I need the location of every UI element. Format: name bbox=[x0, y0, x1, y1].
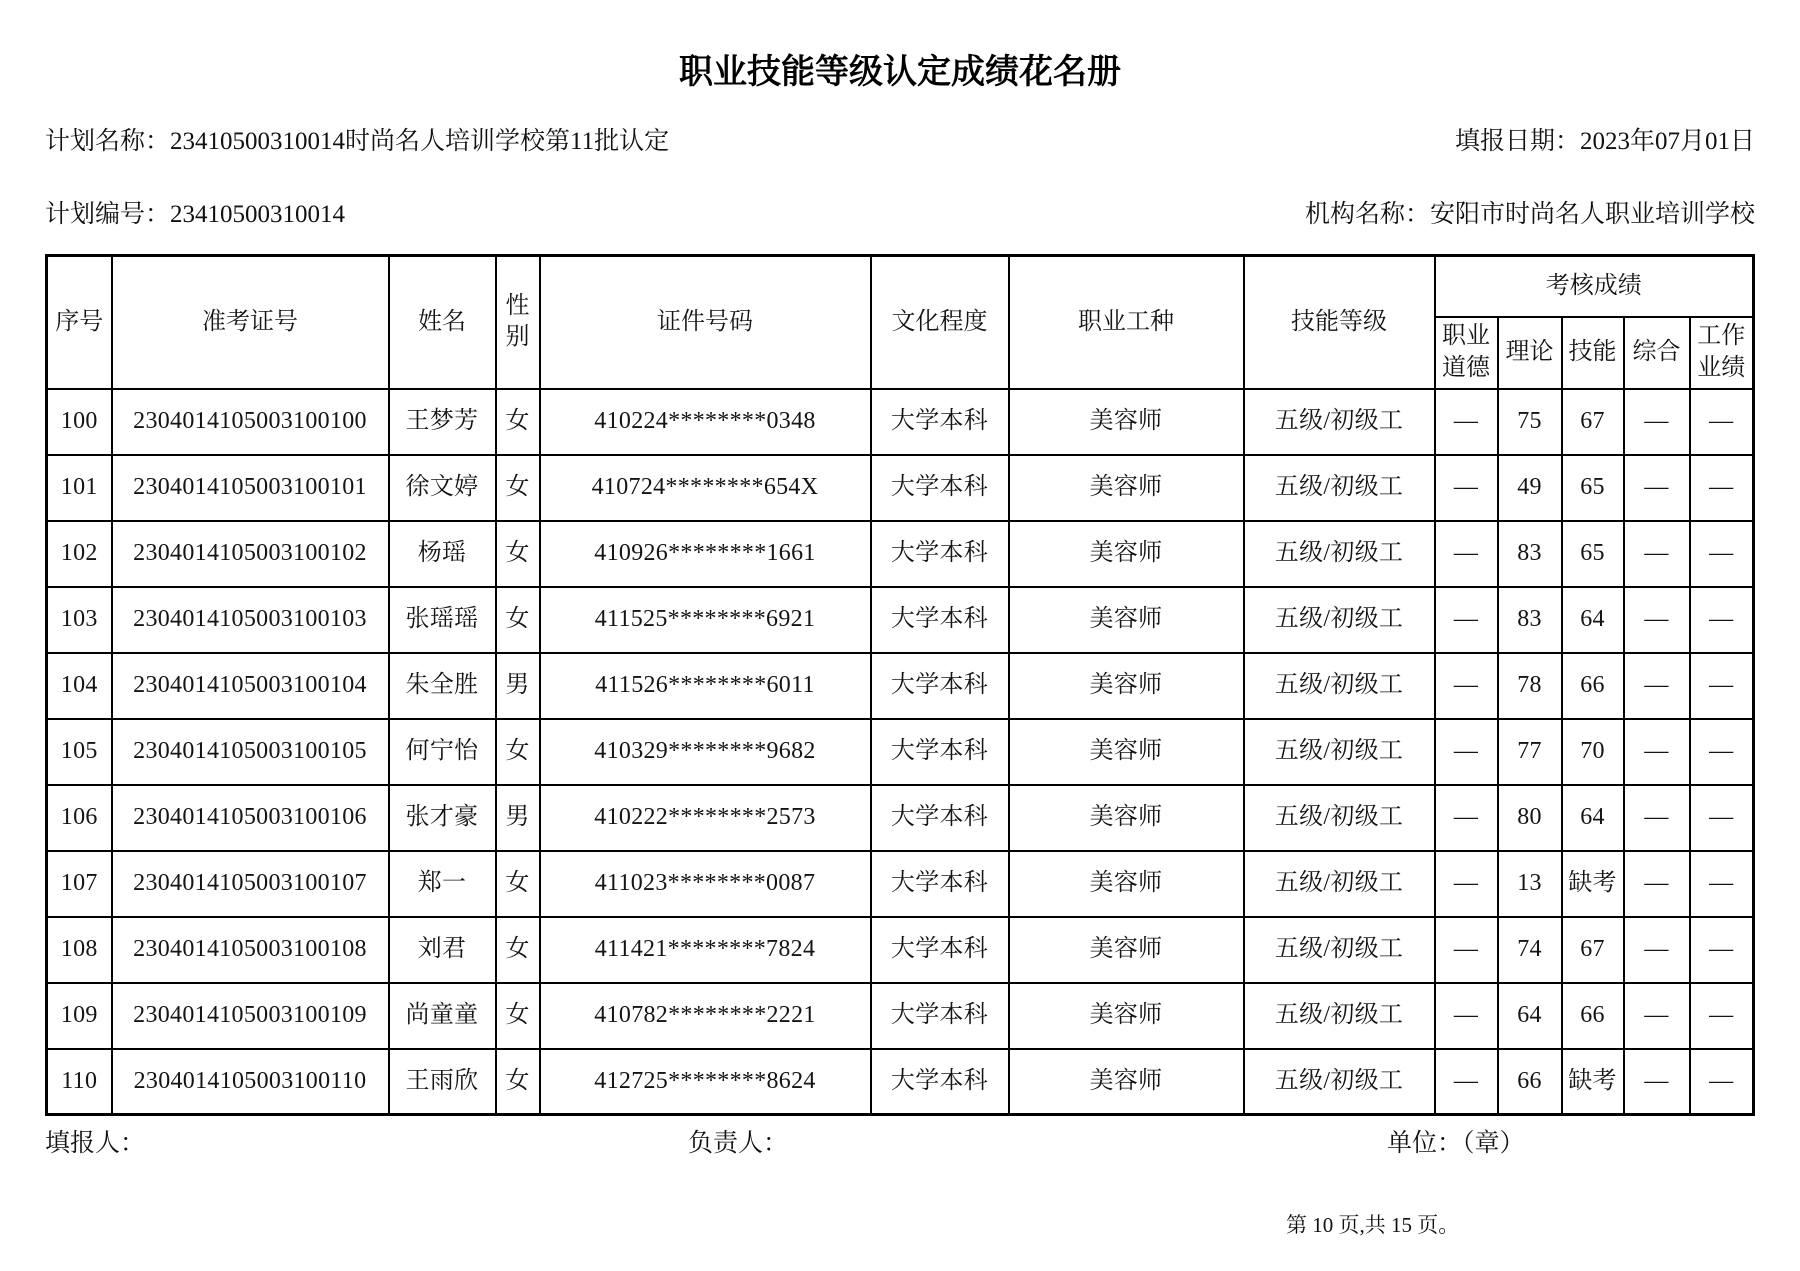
comprehensive-score-cell: — bbox=[1624, 653, 1690, 719]
report-date-label: 填报日期： bbox=[1454, 128, 1580, 155]
org-name bbox=[1305, 199, 1755, 230]
work-score-cell: — bbox=[1690, 521, 1754, 587]
gender-cell: 女 bbox=[496, 455, 540, 521]
ticket-cell: 2304014105003100103 bbox=[112, 587, 389, 653]
table-row bbox=[47, 653, 1754, 719]
seq-cell: 106 bbox=[47, 785, 112, 851]
header-morality: 职业道德 bbox=[1435, 317, 1498, 389]
header-comprehensive: 综合 bbox=[1624, 317, 1690, 389]
ticket-cell: 2304014105003100104 bbox=[112, 653, 389, 719]
theory-score-cell: 78 bbox=[1498, 653, 1562, 719]
morality-score-cell: — bbox=[1435, 389, 1498, 455]
name-cell: 杨瑶 bbox=[389, 521, 496, 587]
work-score-cell: — bbox=[1690, 653, 1754, 719]
work-score-cell: — bbox=[1690, 785, 1754, 851]
skill-score-cell: 缺考 bbox=[1562, 851, 1624, 917]
name-cell: 王梦芳 bbox=[389, 389, 496, 455]
header-skill: 技能 bbox=[1562, 317, 1624, 389]
roster-table bbox=[45, 254, 1755, 1116]
org-name-label: 机构名称： bbox=[1304, 201, 1430, 228]
occupation-cell: 美容师 bbox=[1009, 653, 1244, 719]
name-cell: 徐文婷 bbox=[389, 455, 496, 521]
skill-level-cell: 五级/初级工 bbox=[1244, 521, 1435, 587]
header-gender: 性别 bbox=[496, 256, 540, 389]
gender-cell: 女 bbox=[496, 389, 540, 455]
theory-score-cell: 83 bbox=[1498, 587, 1562, 653]
header-theory: 理论 bbox=[1498, 317, 1562, 389]
seq-cell: 100 bbox=[47, 389, 112, 455]
ticket-cell: 2304014105003100100 bbox=[112, 389, 389, 455]
ticket-cell: 2304014105003100105 bbox=[112, 719, 389, 785]
ticket-cell: 2304014105003100106 bbox=[112, 785, 389, 851]
skill-score-cell: 70 bbox=[1562, 719, 1624, 785]
name-cell: 王雨欣 bbox=[389, 1049, 496, 1115]
header-ticket: 准考证号 bbox=[112, 256, 389, 389]
occupation-cell: 美容师 bbox=[1009, 389, 1244, 455]
morality-score-cell: — bbox=[1435, 983, 1498, 1049]
morality-score-cell: — bbox=[1435, 653, 1498, 719]
occupation-cell: 美容师 bbox=[1009, 785, 1244, 851]
skill-score-cell: 64 bbox=[1562, 785, 1624, 851]
occupation-cell: 美容师 bbox=[1009, 455, 1244, 521]
header-id-number: 证件号码 bbox=[540, 256, 871, 389]
gender-cell: 女 bbox=[496, 1049, 540, 1115]
gender-cell: 女 bbox=[496, 521, 540, 587]
table-row bbox=[47, 983, 1754, 1049]
seq-cell: 103 bbox=[47, 587, 112, 653]
theory-score-cell: 49 bbox=[1498, 455, 1562, 521]
gender-cell: 男 bbox=[496, 785, 540, 851]
plan-name-label: 计划名称： bbox=[45, 128, 171, 155]
seq-cell: 109 bbox=[47, 983, 112, 1049]
id-number-cell: 412725********8624 bbox=[540, 1049, 871, 1115]
header-skill-level: 技能等级 bbox=[1244, 256, 1435, 389]
table-row bbox=[47, 389, 1754, 455]
work-score-cell: — bbox=[1690, 587, 1754, 653]
gender-cell: 男 bbox=[496, 653, 540, 719]
occupation-cell: 美容师 bbox=[1009, 851, 1244, 917]
education-cell: 大学本科 bbox=[871, 455, 1009, 521]
id-number-cell: 411526********6011 bbox=[540, 653, 871, 719]
skill-score-cell: 65 bbox=[1562, 455, 1624, 521]
education-cell: 大学本科 bbox=[871, 1049, 1009, 1115]
seq-cell: 107 bbox=[47, 851, 112, 917]
comprehensive-score-cell: — bbox=[1624, 917, 1690, 983]
ticket-cell: 2304014105003100109 bbox=[112, 983, 389, 1049]
work-score-cell: — bbox=[1690, 389, 1754, 455]
skill-score-cell: 67 bbox=[1562, 389, 1624, 455]
skill-level-cell: 五级/初级工 bbox=[1244, 785, 1435, 851]
roster-body bbox=[47, 389, 1754, 1115]
name-cell: 张才豪 bbox=[389, 785, 496, 851]
manager-label: 负责人： bbox=[688, 1130, 789, 1157]
header-name: 姓名 bbox=[389, 256, 496, 389]
work-score-cell: — bbox=[1690, 983, 1754, 1049]
table-row bbox=[47, 719, 1754, 785]
comprehensive-score-cell: — bbox=[1624, 455, 1690, 521]
education-cell: 大学本科 bbox=[871, 389, 1009, 455]
education-cell: 大学本科 bbox=[871, 785, 1009, 851]
report-date bbox=[1455, 126, 1755, 157]
education-cell: 大学本科 bbox=[871, 983, 1009, 1049]
table-row bbox=[47, 851, 1754, 917]
ticket-cell: 2304014105003100107 bbox=[112, 851, 389, 917]
comprehensive-score-cell: — bbox=[1624, 521, 1690, 587]
gender-cell: 女 bbox=[496, 917, 540, 983]
meta-row-1 bbox=[45, 126, 1755, 157]
report-date-value: 2023年07月01日 bbox=[1579, 128, 1755, 155]
theory-score-cell: 13 bbox=[1498, 851, 1562, 917]
name-cell: 郑一 bbox=[389, 851, 496, 917]
skill-level-cell: 五级/初级工 bbox=[1244, 983, 1435, 1049]
theory-score-cell: 80 bbox=[1498, 785, 1562, 851]
work-score-cell: — bbox=[1690, 917, 1754, 983]
gender-cell: 女 bbox=[496, 983, 540, 1049]
comprehensive-score-cell: — bbox=[1624, 983, 1690, 1049]
seq-cell: 104 bbox=[47, 653, 112, 719]
org-name-value: 安阳市时尚名人职业培训学校 bbox=[1429, 201, 1755, 228]
id-number-cell: 410329********9682 bbox=[540, 719, 871, 785]
skill-level-cell: 五级/初级工 bbox=[1244, 587, 1435, 653]
plan-name-value: 23410500310014时尚名人培训学校第11批认定 bbox=[170, 128, 670, 155]
seq-cell: 108 bbox=[47, 917, 112, 983]
morality-score-cell: — bbox=[1435, 785, 1498, 851]
comprehensive-score-cell: — bbox=[1624, 785, 1690, 851]
occupation-cell: 美容师 bbox=[1009, 1049, 1244, 1115]
ticket-cell: 2304014105003100108 bbox=[112, 917, 389, 983]
morality-score-cell: — bbox=[1435, 521, 1498, 587]
table-row bbox=[47, 521, 1754, 587]
table-row bbox=[47, 587, 1754, 653]
table-row bbox=[47, 785, 1754, 851]
education-cell: 大学本科 bbox=[871, 719, 1009, 785]
skill-level-cell: 五级/初级工 bbox=[1244, 719, 1435, 785]
work-score-cell: — bbox=[1690, 455, 1754, 521]
id-number-cell: 410724********654X bbox=[540, 455, 871, 521]
page-title: 职业技能等级认定成绩花名册 bbox=[679, 53, 1121, 91]
occupation-cell: 美容师 bbox=[1009, 917, 1244, 983]
occupation-cell: 美容师 bbox=[1009, 719, 1244, 785]
morality-score-cell: — bbox=[1435, 917, 1498, 983]
education-cell: 大学本科 bbox=[871, 587, 1009, 653]
gender-cell: 女 bbox=[496, 719, 540, 785]
page-number-row bbox=[45, 1212, 1755, 1238]
theory-score-cell: 83 bbox=[1498, 521, 1562, 587]
occupation-cell: 美容师 bbox=[1009, 587, 1244, 653]
table-row bbox=[47, 1049, 1754, 1115]
comprehensive-score-cell: — bbox=[1624, 851, 1690, 917]
comprehensive-score-cell: — bbox=[1624, 389, 1690, 455]
skill-level-cell: 五级/初级工 bbox=[1244, 653, 1435, 719]
header-row-group bbox=[47, 256, 1754, 317]
theory-score-cell: 77 bbox=[1498, 719, 1562, 785]
plan-code-value: 23410500310014 bbox=[170, 201, 346, 228]
seq-cell: 102 bbox=[47, 521, 112, 587]
morality-score-cell: — bbox=[1435, 587, 1498, 653]
comprehensive-score-cell: — bbox=[1624, 587, 1690, 653]
skill-score-cell: 66 bbox=[1562, 983, 1624, 1049]
ticket-cell: 2304014105003100102 bbox=[112, 521, 389, 587]
name-cell: 尚童童 bbox=[389, 983, 496, 1049]
skill-score-cell: 65 bbox=[1562, 521, 1624, 587]
theory-score-cell: 64 bbox=[1498, 983, 1562, 1049]
skill-level-cell: 五级/初级工 bbox=[1244, 1049, 1435, 1115]
id-number-cell: 410926********1661 bbox=[540, 521, 871, 587]
signature-row bbox=[45, 1128, 1755, 1160]
header-work: 工作业绩 bbox=[1690, 317, 1754, 389]
skill-score-cell: 64 bbox=[1562, 587, 1624, 653]
morality-score-cell: — bbox=[1435, 719, 1498, 785]
header-occupation: 职业工种 bbox=[1009, 256, 1244, 389]
id-number-cell: 410224********0348 bbox=[540, 389, 871, 455]
skill-score-cell: 66 bbox=[1562, 653, 1624, 719]
education-cell: 大学本科 bbox=[871, 917, 1009, 983]
education-cell: 大学本科 bbox=[871, 653, 1009, 719]
name-cell: 张瑶瑶 bbox=[389, 587, 496, 653]
id-number-cell: 411023********0087 bbox=[540, 851, 871, 917]
page-number: 第 10 页,共 15 页。 bbox=[1286, 1213, 1460, 1237]
plan-code bbox=[45, 199, 345, 230]
skill-score-cell: 缺考 bbox=[1562, 1049, 1624, 1115]
morality-score-cell: — bbox=[1435, 851, 1498, 917]
comprehensive-score-cell: — bbox=[1624, 1049, 1690, 1115]
header-education: 文化程度 bbox=[871, 256, 1009, 389]
id-number-cell: 410782********2221 bbox=[540, 983, 871, 1049]
work-score-cell: — bbox=[1690, 1049, 1754, 1115]
id-number-cell: 411421********7824 bbox=[540, 917, 871, 983]
theory-score-cell: 74 bbox=[1498, 917, 1562, 983]
skill-level-cell: 五级/初级工 bbox=[1244, 455, 1435, 521]
gender-cell: 女 bbox=[496, 851, 540, 917]
seq-cell: 105 bbox=[47, 719, 112, 785]
morality-score-cell: — bbox=[1435, 1049, 1498, 1115]
seq-cell: 101 bbox=[47, 455, 112, 521]
name-cell: 刘君 bbox=[389, 917, 496, 983]
skill-level-cell: 五级/初级工 bbox=[1244, 389, 1435, 455]
table-row bbox=[47, 455, 1754, 521]
seq-cell: 110 bbox=[47, 1049, 112, 1115]
unit-seal-label: 单位：（章） bbox=[1387, 1130, 1525, 1157]
filler-label: 填报人： bbox=[45, 1130, 146, 1157]
header-seq: 序号 bbox=[47, 256, 112, 389]
work-score-cell: — bbox=[1690, 719, 1754, 785]
occupation-cell: 美容师 bbox=[1009, 983, 1244, 1049]
name-cell: 朱全胜 bbox=[389, 653, 496, 719]
table-row bbox=[47, 917, 1754, 983]
morality-score-cell: — bbox=[1435, 455, 1498, 521]
theory-score-cell: 75 bbox=[1498, 389, 1562, 455]
education-cell: 大学本科 bbox=[871, 521, 1009, 587]
meta-row-2 bbox=[45, 199, 1755, 230]
header-scores-group: 考核成绩 bbox=[1435, 256, 1754, 317]
ticket-cell: 2304014105003100110 bbox=[112, 1049, 389, 1115]
plan-code-label: 计划编号： bbox=[45, 201, 171, 228]
skill-score-cell: 67 bbox=[1562, 917, 1624, 983]
work-score-cell: — bbox=[1690, 851, 1754, 917]
plan-name bbox=[45, 126, 669, 157]
ticket-cell: 2304014105003100101 bbox=[112, 455, 389, 521]
comprehensive-score-cell: — bbox=[1624, 719, 1690, 785]
gender-cell: 女 bbox=[496, 587, 540, 653]
id-number-cell: 411525********6921 bbox=[540, 587, 871, 653]
skill-level-cell: 五级/初级工 bbox=[1244, 851, 1435, 917]
skill-level-cell: 五级/初级工 bbox=[1244, 917, 1435, 983]
name-cell: 何宁怡 bbox=[389, 719, 496, 785]
occupation-cell: 美容师 bbox=[1009, 521, 1244, 587]
theory-score-cell: 66 bbox=[1498, 1049, 1562, 1115]
id-number-cell: 410222********2573 bbox=[540, 785, 871, 851]
education-cell: 大学本科 bbox=[871, 851, 1009, 917]
